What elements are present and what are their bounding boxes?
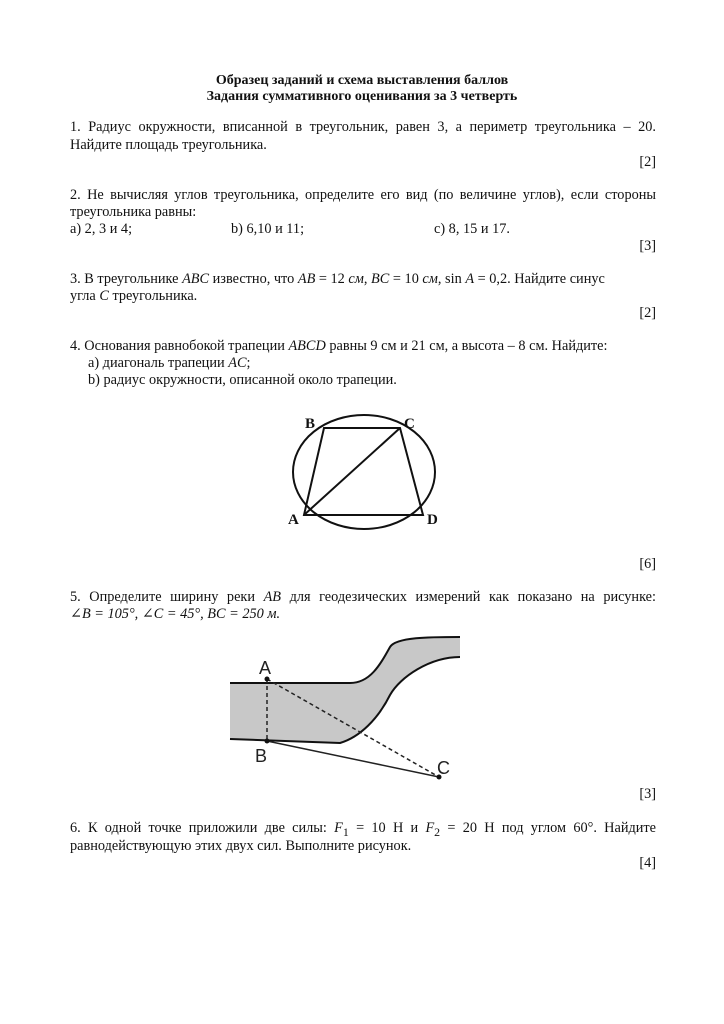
task-6-line1: 6. К одной точке приложили две силы: $F_1 = 10$ Н и $F_2 = 20$ Н под углом 60°. Найдите (70, 820, 657, 839)
task-4-item-b: b) радиус окружности, описанной около трапеции. (88, 372, 397, 388)
diagonal-ac (304, 428, 400, 515)
task-2-line2: треугольника равны: (70, 204, 197, 220)
trapezoid-in-circle-figure (282, 412, 452, 538)
vertex-c-label: C (404, 416, 415, 432)
task-2-option-b: b) 6,10 и 11; (231, 221, 305, 237)
task-2-line1: 2. Не вычисляя углов треугольника, определите его вид (по величине углов), если стороны (70, 187, 656, 203)
task-5 (70, 589, 656, 606)
task-3-points: [2] (639, 305, 656, 321)
trapezoid-abcd (304, 428, 423, 515)
vertex-b-label: B (305, 416, 316, 432)
vertex-a-label: A (288, 512, 299, 528)
document-title: Образец заданий и схема выставления баллов (215, 73, 509, 88)
task-6-points: [4] (639, 855, 656, 871)
task-6-line2: равнодействующую этих двух сил. Выполните рисунок. (70, 838, 412, 854)
river-area (230, 637, 460, 743)
task-5-points: [3] (639, 786, 656, 802)
task-4-item-a: a) диагональ трапеции AC; (88, 355, 251, 371)
task-2-points: [3] (639, 238, 656, 254)
point-b-label: B (255, 746, 268, 766)
task-5-given: ∠B = 105°, ∠C = 45°, BC = 250 м. (70, 606, 281, 622)
task-3-line2: угла C треугольника. (70, 288, 198, 304)
task-4-points: [6] (639, 556, 656, 572)
task-4-line1: 4. Основания равнобокой трапеции ABCD равны 9 см и 21 см, а высота – 8 см. Найдите: (70, 338, 608, 354)
vertex-d-label: D (427, 512, 438, 528)
task-1-line1: 1. Радиус окружности, вписанной в треугольник, равен 3, а периметр треугольника – 20. (70, 119, 656, 135)
task-1 (70, 119, 656, 136)
task-5-line1: 5. Определите ширину реки AB для геодезических измерений как показано на рисунке: (70, 589, 656, 605)
task-1-line2: Найдите площадь треугольника. (70, 137, 267, 153)
task-1-points: [2] (639, 154, 656, 170)
task-2 (70, 187, 656, 204)
task-2-option-a: a) 2, 3 и 4; (70, 221, 133, 237)
point-a-label: A (259, 658, 272, 678)
task-3-line1: 3. В треугольнике ABC известно, что AB = 12 см, BC = 10 см, sin A = 0,2. Найдите синус (70, 271, 605, 287)
point-b (265, 739, 270, 744)
segment-bc (267, 741, 439, 777)
river-figure (230, 637, 490, 787)
document-subtitle: Задания суммативного оценивания за 3 четверть (206, 89, 518, 104)
point-c-label: C (437, 758, 450, 778)
task-2-option-c: c) 8, 15 и 17. (434, 221, 510, 237)
